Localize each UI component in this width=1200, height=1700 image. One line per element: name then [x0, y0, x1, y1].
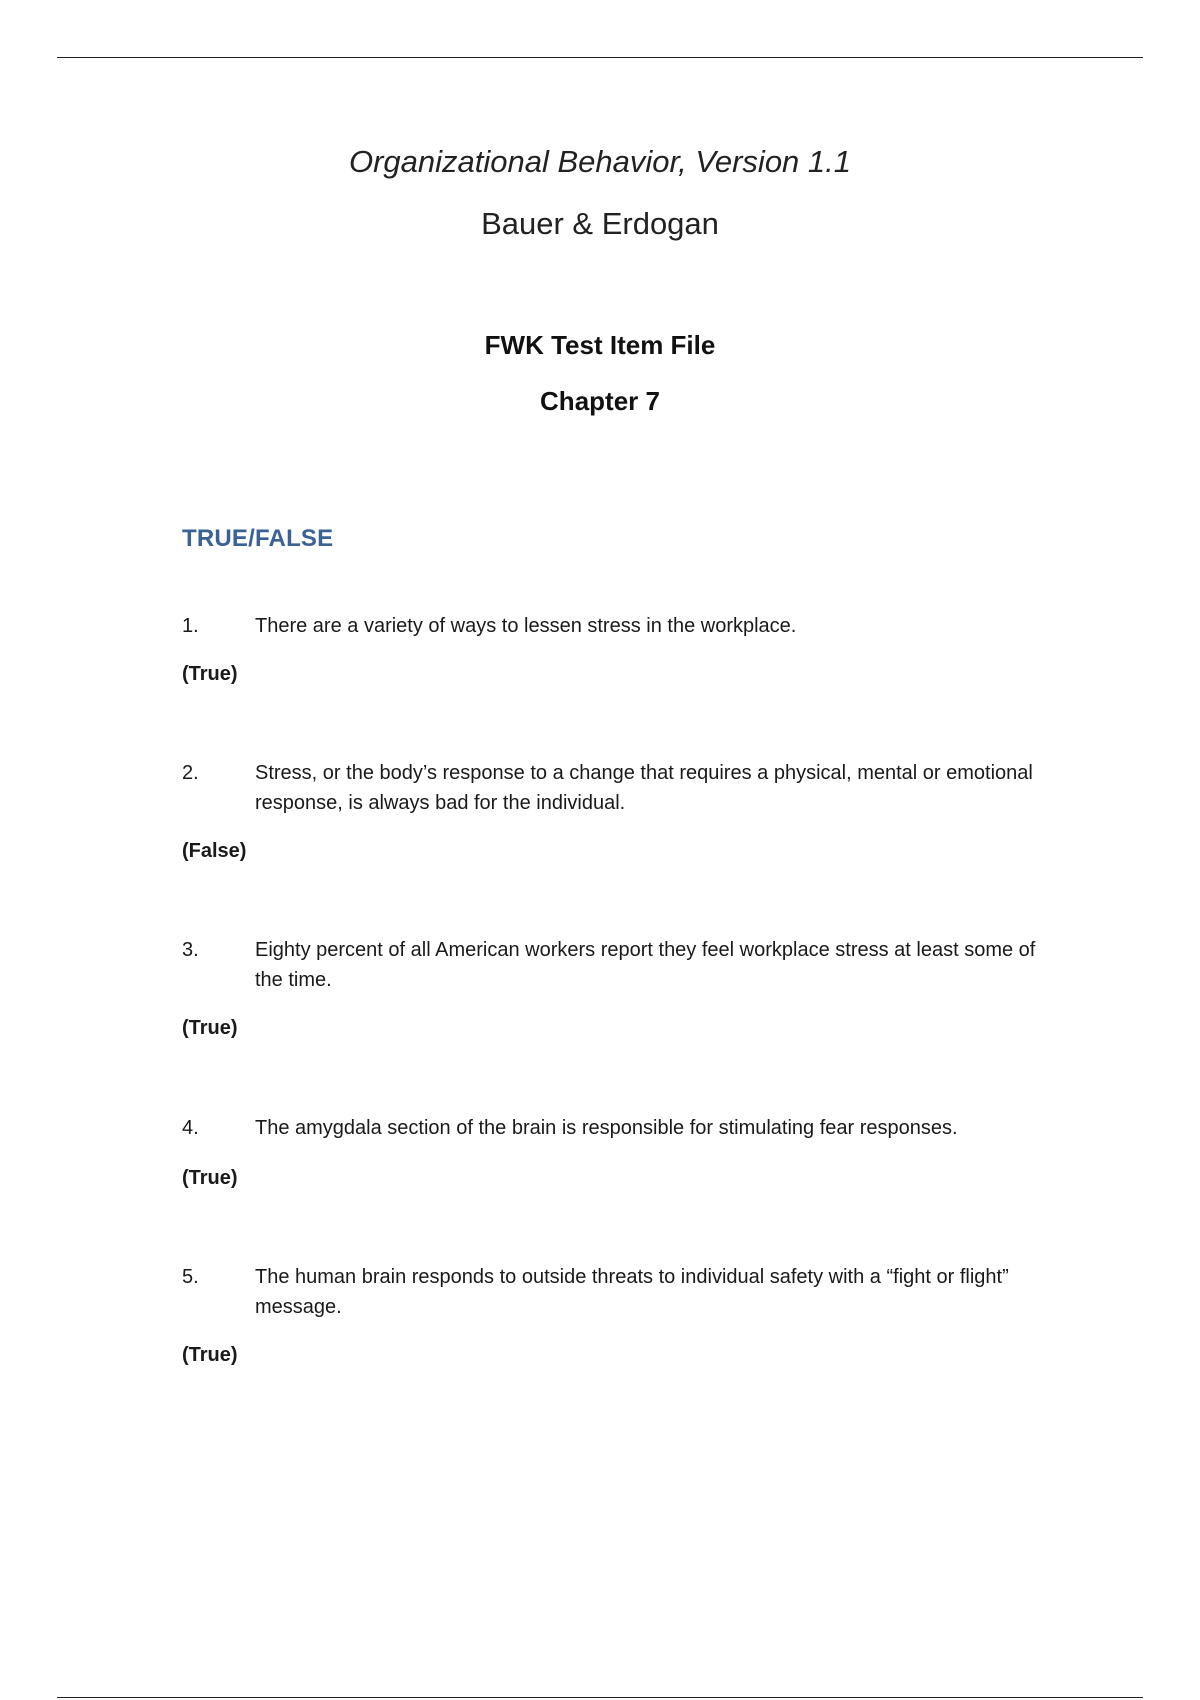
- file-title: FWK Test Item File: [484, 330, 716, 360]
- question-number: 3.: [182, 939, 199, 961]
- chapter-title: Chapter 7: [540, 386, 660, 416]
- question-number: 5.: [182, 1266, 199, 1288]
- question-text: Eighty percent of all American workers report they feel workplace stress at least some of the time.: [255, 939, 1036, 991]
- question-number: 4.: [182, 1117, 199, 1139]
- question-number: 1.: [182, 615, 199, 637]
- top-rule: [57, 57, 1143, 58]
- authors: Bauer & Erdogan: [481, 206, 719, 241]
- bottom-rule: [57, 1697, 1143, 1698]
- question-answer: (True): [182, 1344, 238, 1366]
- question-text: There are a variety of ways to lessen stress in the workplace.: [255, 615, 797, 637]
- book-title: Organizational Behavior, Version 1.1: [348, 144, 852, 179]
- question-answer: (True): [182, 1017, 238, 1039]
- question-answer: (False): [182, 840, 247, 862]
- section-heading: TRUE/FALSE: [182, 525, 334, 552]
- question-answer: (True): [182, 1167, 238, 1189]
- question-text: The amygdala section of the brain is responsible for stimulating fear responses.: [255, 1117, 958, 1139]
- question-number: 2.: [182, 762, 199, 784]
- question-text: Stress, or the body’s response to a change that requires a physical, mental or emotional response, is always bad for the individual.: [255, 762, 1033, 814]
- question-text: The human brain responds to outside threats to individual safety with a “fight or flight” message.: [255, 1266, 1009, 1318]
- question-answer: (True): [182, 663, 238, 685]
